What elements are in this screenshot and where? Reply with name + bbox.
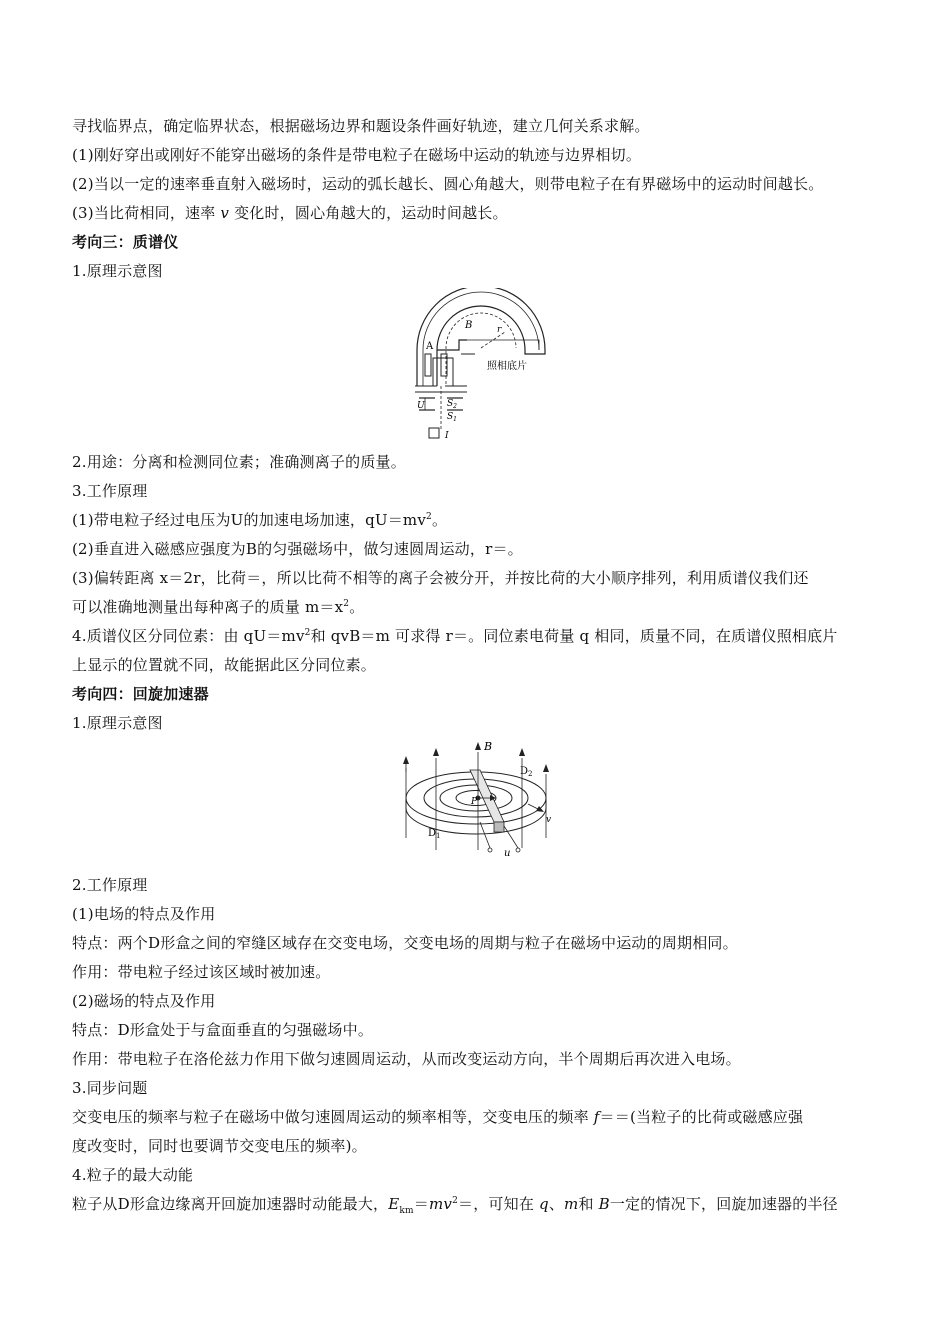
electric-field-function: 作用：带电粒子经过该区域时被加速。 [72, 963, 331, 981]
max-energy-heading: 4.粒子的最大动能 [72, 1166, 194, 1184]
magnetic-field-feature: 特点：D形盒处于与盒面垂直的匀强磁场中。 [72, 1021, 374, 1039]
subheading-schematic-1: 1.原理示意图 [72, 262, 163, 280]
label-B: B [465, 320, 473, 331]
mass-spectrometer-diagram [405, 288, 555, 446]
sync-text-cont: 度改变时，同时也要调节交变电压的频率)。 [72, 1137, 367, 1155]
section-heading-cyclotron: 考向四：回旋加速器 [72, 685, 209, 703]
label-I: I [445, 431, 449, 441]
label-D2: $D_2$ [520, 766, 533, 778]
sync-text: 交变电压的频率与粒子在磁场中做匀速圆周运动的频率相等，交变电压的频率 f＝＝(当粒子的比荷或磁感应强 [72, 1108, 804, 1126]
label-B-cyclotron: B [484, 740, 493, 753]
paragraph-item-1: (1)刚好穿出或刚好不能穿出磁场的条件是带电粒子在磁场中运动的轨迹与边界相切。 [72, 146, 642, 164]
label-P: P [471, 797, 478, 807]
section-heading-mass-spectrometer: 考向三：质谱仪 [72, 233, 179, 251]
label-film: 照相底片 [487, 361, 527, 372]
paragraph-item-2: (2)当以一定的速率垂直射入磁场时，运动的弧长越长、圆心角越大，则带电粒子在有界磁场中的运动时间越长。 [72, 175, 824, 193]
usage-text: 2.用途：分离和检测同位素；准确测离子的质量。 [72, 453, 406, 471]
cyclotron-diagram [400, 738, 560, 860]
magnetic-field-function: 作用：带电粒子在洛伦兹力作用下做匀速圆周运动，从而改变运动方向，半个周期后再次进入电场。 [72, 1050, 741, 1068]
principle-item-1: (1)带电粒子经过电压为U的加速电场加速，$qU=mv^2$。 [72, 511, 448, 529]
sync-heading: 3.同步问题 [72, 1079, 148, 1097]
label-D1: $D_1$ [428, 828, 441, 840]
label-v: v [546, 815, 552, 825]
label-r: r [497, 325, 502, 335]
max-energy-text: 粒子从D形盒边缘离开回旋加速器时动能最大，$E_{km}=mv^2=$，可知在 q、m和 B一定的情况下，回旋加速器的半径 [72, 1195, 838, 1216]
paragraph-intro: 寻找临界点，确定临界状态，根据磁场边界和题设条件画好轨迹，建立几何关系求解。 [72, 117, 650, 135]
principle-item-2: (2)垂直进入磁感应强度为B的匀强磁场中，做匀速圆周运动，r＝。 [72, 540, 523, 558]
electric-field-feature: 特点：两个D形盒之间的窄缝区域存在交变电场，交变电场的周期与粒子在磁场中运动的周期相同。 [72, 934, 738, 952]
subheading-working-principle: 3.工作原理 [72, 482, 148, 500]
subheading-working-principle-2: 2.工作原理 [72, 876, 148, 894]
electric-field-heading: (1)电场的特点及作用 [72, 905, 216, 923]
label-A: A [426, 341, 434, 352]
label-u: u [504, 848, 511, 859]
label-S1: $S_1$ [447, 412, 457, 423]
magnetic-field-heading: (2)磁场的特点及作用 [72, 992, 216, 1010]
isotope-distinction: 4.质谱仪区分同位素：由 $qU=mv^2$和 qvB＝m 可求得 r＝。同位素电荷量 q 相同，质量不同，在质谱仪照相底片 [72, 627, 838, 645]
subheading-schematic-2: 1.原理示意图 [72, 714, 163, 732]
principle-item-3: (3)偏转距离 x＝2r，比荷＝，所以比荷不相等的离子会被分开，并按比荷的大小顺序排列，利用质谱仪我们还 [72, 569, 809, 587]
label-S2: $S_2$ [447, 399, 457, 410]
paragraph-item-3: (3)当比荷相同，速率 v 变化时，圆心角越大的，运动时间越长。 [72, 204, 508, 222]
isotope-distinction-cont: 上显示的位置就不同，故能据此区分同位素。 [72, 656, 377, 674]
label-U: U [417, 401, 425, 411]
principle-item-3-cont: 可以准确地测量出每种离子的质量 $m=x^2$。 [72, 598, 365, 616]
